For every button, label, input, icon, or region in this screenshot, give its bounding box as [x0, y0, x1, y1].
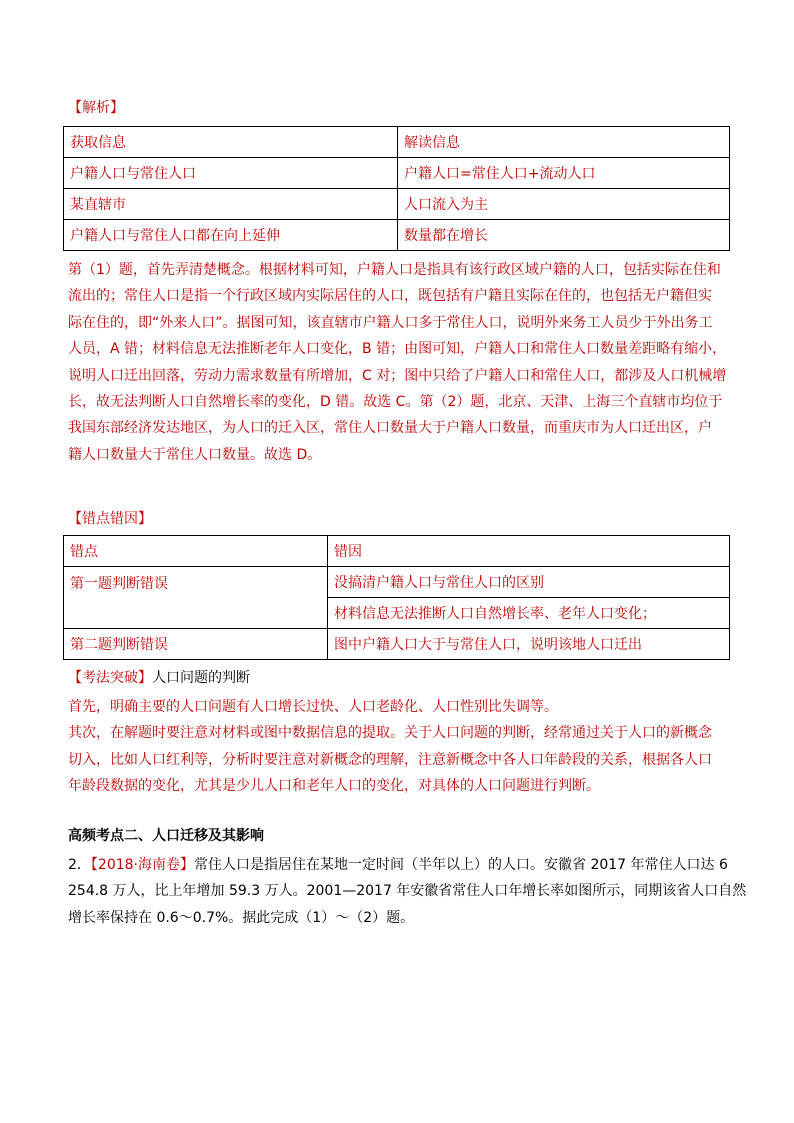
table-cell: 户籍人口与常住人口都在向上延伸 — [64, 220, 398, 251]
method-text — [68, 694, 728, 800]
info-table — [63, 126, 730, 251]
table-cell: 户籍人口与常住人口 — [64, 158, 398, 189]
table-row — [64, 189, 730, 220]
table-cell: 人口流入为主 — [398, 189, 730, 220]
table-header-cell: 错点 — [64, 536, 328, 567]
question-line: 254.8 万人，比上年增加 59.3 万人。2001—2017 年安徽省常住人口年增长率如图所示，同期该省人口自然 — [68, 883, 747, 900]
table-header-cell: 获取信息 — [64, 127, 398, 158]
table-row — [64, 220, 730, 251]
question-line — [68, 852, 728, 878]
table-cell: 第二题判断错误 — [64, 629, 328, 660]
section-title: 高频考点二、人口迁移及其影响 — [68, 828, 264, 844]
table-cell: 没搞清户籍人口与常住人口的区别 — [328, 567, 730, 598]
table-cell: 某直辖市 — [64, 189, 398, 220]
table-header-cell: 错因 — [328, 536, 730, 567]
table-row — [64, 127, 730, 158]
table-row — [64, 567, 730, 598]
table-cell: 材料信息无法推断人口自然增长率、老年人口变化； — [328, 598, 730, 629]
analysis-line: 我国东部经济发达地区，为人口的迁入区，常住人口数量大于户籍人口数量，而重庆市为人口迁出区，户 — [68, 420, 712, 437]
method-line: 首先，明确主要的人口问题有人口增长过快、人口老龄化、人口性别比失调等。 — [68, 699, 558, 715]
question-block — [68, 852, 747, 931]
analysis-line: 流出的；常住人口是指一个行政区域内实际居住的人口，既包括有户籍且实际在住的，也包括无户籍但实 — [68, 288, 712, 305]
method-line: 其次，在解题时要注意对材料或图中数据信息的提取。关于人口问题的判断，经常通过关于人口的新概念 — [68, 725, 712, 742]
question-line: 增长率保持在 0.6～0.7%。据此完成（1）～（2）题。 — [68, 909, 415, 926]
method-heading: 【考法突破】 — [68, 670, 152, 686]
method-line: 年龄段数据的变化，尤其是少儿人口和老年人口的变化，对具体的人口问题进行判断。 — [68, 778, 600, 795]
analysis-line: 人员，A 错；材料信息无法推断老年人口变化，B 错；由图可知，户籍人口和常住人口数量差距略有缩小， — [68, 341, 727, 358]
analysis-line: 际在住的，即“外来人口”。据图可知，该直辖市户籍人口多于常住人口，说明外来务工人员少于外出务工 — [68, 314, 713, 331]
error-table — [63, 535, 730, 660]
table-row — [64, 158, 730, 189]
table-cell: 第一题判断错误 — [64, 567, 328, 629]
table-cell: 数量都在增长 — [398, 220, 730, 251]
analysis-line: 长，故无法判断人口自然增长率的变化，D 错。故选 C。第（2）题，北京、天津、上海三个直辖市均位于 — [68, 394, 723, 411]
question-text: 常住人口是指居住在某地一定时间（半年以上）的人口。安徽省 2017 年常住人口达 6 — [194, 857, 728, 873]
method-heading-line — [68, 668, 250, 688]
question-number: 2． — [68, 857, 91, 873]
analysis-line: 说明人口迁出回落，劳动力需求数量有所增加，C 对；图中只给了户籍人口和常住人口，都涉及人口机械增 — [68, 367, 727, 384]
analysis-line: 第（1）题，首先弄清楚概念。根据材料可知，户籍人口是指具有该行政区域户籍的人口，包括实际在住和 — [68, 262, 721, 278]
table-cell: 户籍人口=常住人口+流动人口 — [398, 158, 730, 189]
error-heading: 【错点错因】 — [68, 511, 152, 527]
table-row — [64, 536, 730, 567]
analysis-text — [68, 257, 728, 468]
question-source: 【2018·海南卷】 — [90, 857, 195, 873]
method-title: 人口问题的判断 — [152, 670, 250, 686]
table-header-cell: 解读信息 — [398, 127, 730, 158]
method-line: 切入，比如人口红利等，分析时要注意对新概念的理解，注意新概念中各人口年龄段的关系，根据各人口 — [68, 751, 712, 768]
table-cell: 图中户籍人口大于与常住人口，说明该地人口迁出 — [328, 629, 730, 660]
analysis-line: 籍人口数量大于常住人口数量。故选 D。 — [68, 446, 322, 463]
analysis-heading: 【解析】 — [68, 100, 124, 116]
table-row — [64, 629, 730, 660]
